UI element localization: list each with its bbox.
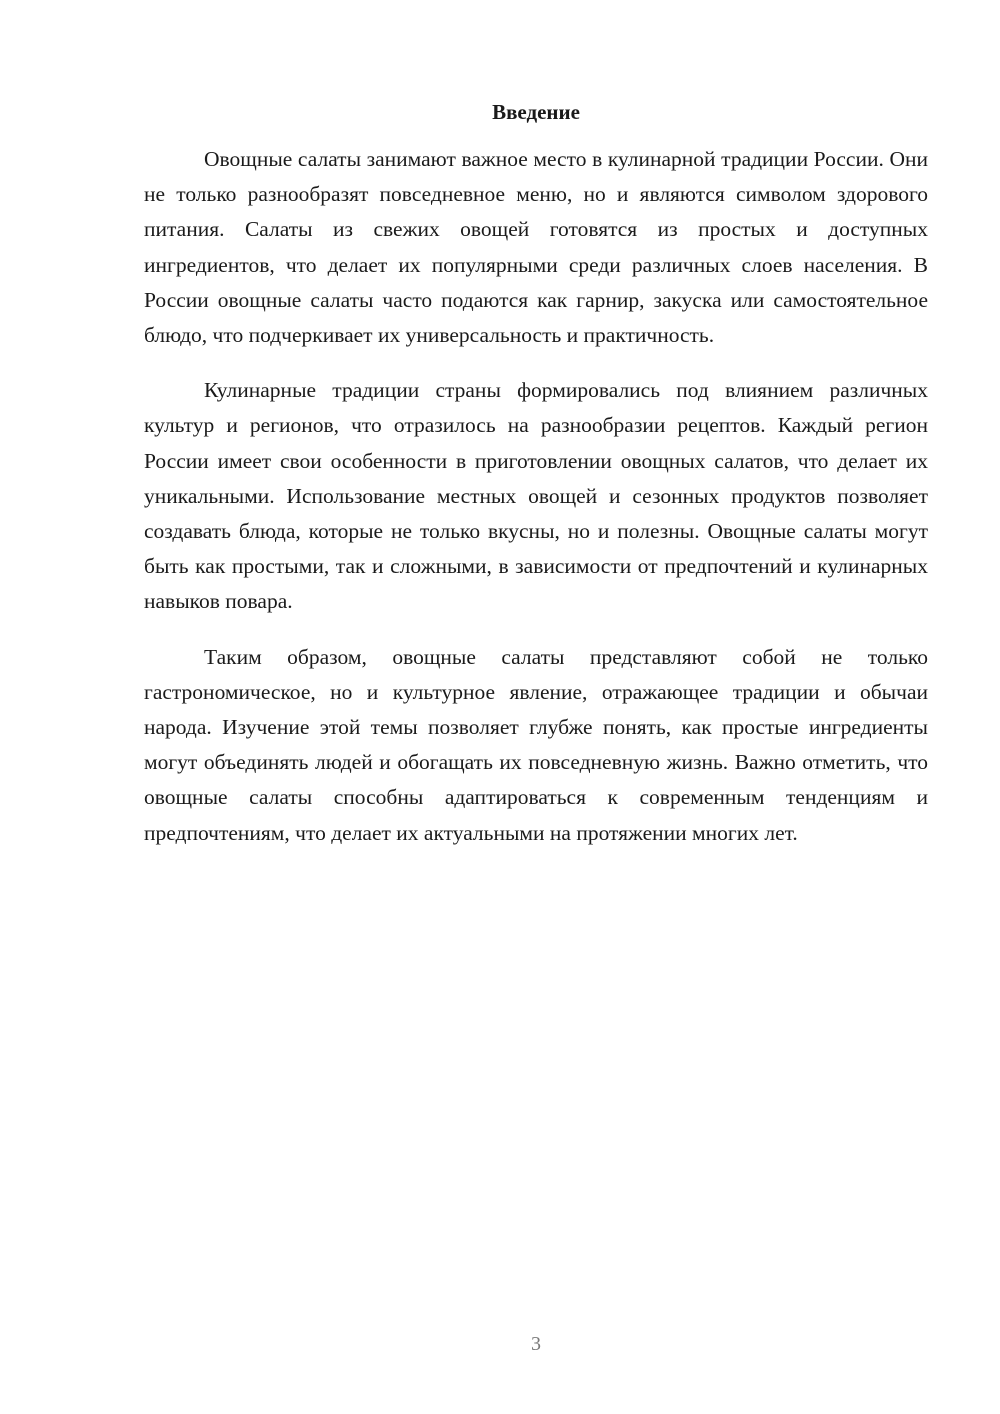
- body-text: [144, 142, 928, 871]
- paragraph-1: Овощные салаты занимают важное место в кулинарной традиции России. Они не только разнообразят повседневное меню, но и являются символом здорового питания. Салаты из свежих овощей готовятся из простых и доступных ингредиентов, что делает их популярными среди различных слоев населения. В России овощные салаты часто подаются как гарнир, закуска или самостоятельное блюдо, что подчеркивает их универсальность и практичность.: [144, 147, 928, 348]
- section-title: Введение: [492, 100, 580, 124]
- paragraph-3: Таким образом, овощные салаты представляют собой не только гастрономическое, но и культурное явление, отражающее традиции и обычаи народа. Изучение этой темы позволяет глубже понять, как простые ингредиенты могут объединять людей и обогащать их повседневную жизнь. Важно отметить, что овощные салаты способны адаптироваться к современным тенденциям и предпочтениям, что делает их актуальными на протяжении многих лет.: [144, 644, 928, 845]
- page-number: 3: [531, 1333, 541, 1355]
- paragraph-2: Кулинарные традиции страны формировались под влиянием различных культур и регионов, что отразилось на разнообразии рецептов. Каждый регион России имеет свои особенности в приготовлении овощных салатов, что делает их уникальными. Использование местных овощей и сезонных продуктов позволяет создавать блюда, которые не только вкусны, но и полезны. Овощные салаты могут быть как простыми, так и сложными, в зависимости от предпочтений и кулинарных навыков повара.: [144, 378, 928, 614]
